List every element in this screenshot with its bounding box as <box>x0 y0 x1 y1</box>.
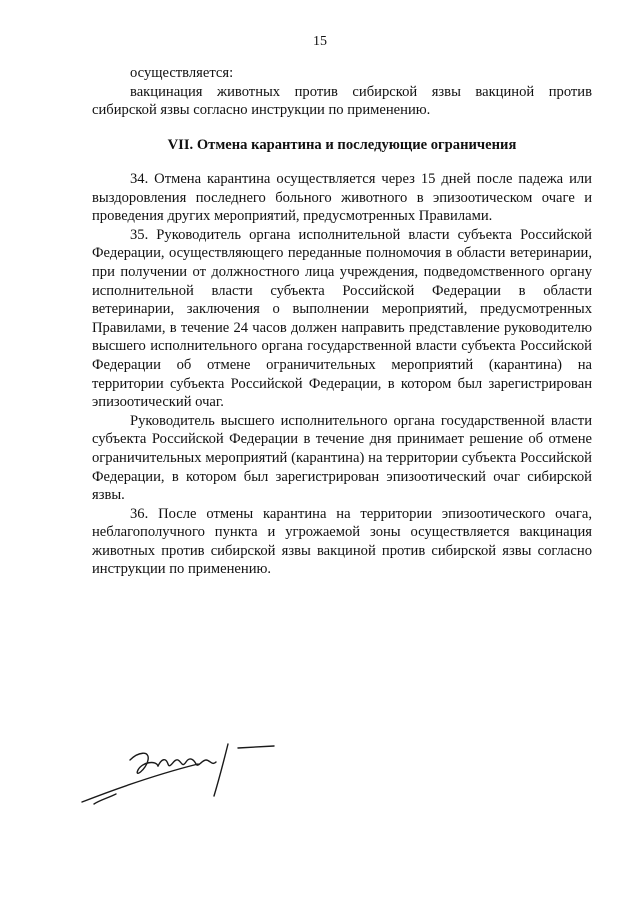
paragraph-35: 35. Руководитель органа исполнительной власти субъекта Российской Федерации, осуществляющего переданные полномочия в области ветеринарии, при получении от должностного лица учреждения, подведомственного органу исполнительной власти субъекта Российской Федерации в области ветеринарии, заключения о выполнении мероприятий, предусмотренных Правилами, в течение 24 часов должен направить представление руководителю высшего исполнительного органа государственной власти субъекта Российской Федерации об отмене ограничительных мероприятий (карантина) на территории субъекта Российской Федерации, в котором был зарегистрирован эпизоотический очаг. <box>92 226 592 411</box>
paragraph-34: 34. Отмена карантина осуществляется через 15 дней после падежа или выздоровления последнего больного животного в эпизоотическом очаге и проведения других мероприятий, предусмотренных Правилами. <box>92 171 592 225</box>
intro-line-2: вакцинация животных против сибирской язвы вакциной против сибирской язвы согласно инструкции по применению. <box>92 83 592 119</box>
page-number: 15 <box>313 34 327 49</box>
intro-line-1: осуществляется: <box>130 65 234 81</box>
handwritten-signature-icon <box>78 730 308 810</box>
intro-block <box>92 64 592 120</box>
paragraph-36: 36. После отмены карантина на территории эпизоотического очага, неблагополучного пункта и угрожаемой зоны осуществляется вакцинация животных против сибирской язвы вакциной против сибирской язвы согласно инструкции по применению. <box>92 505 592 578</box>
section-body <box>92 170 592 579</box>
section-heading: VII. Отмена карантина и последующие ограничения <box>167 137 517 153</box>
paragraph-35-continued: Руководитель высшего исполнительного органа государственной власти субъекта Российской Федерации в течение дня принимает решение об отмене ограничительных мероприятий (карантина) на территории субъекта Российской Федерации, в котором был зарегистрирован эпизоотический очаг сибирской язвы. <box>92 412 592 504</box>
